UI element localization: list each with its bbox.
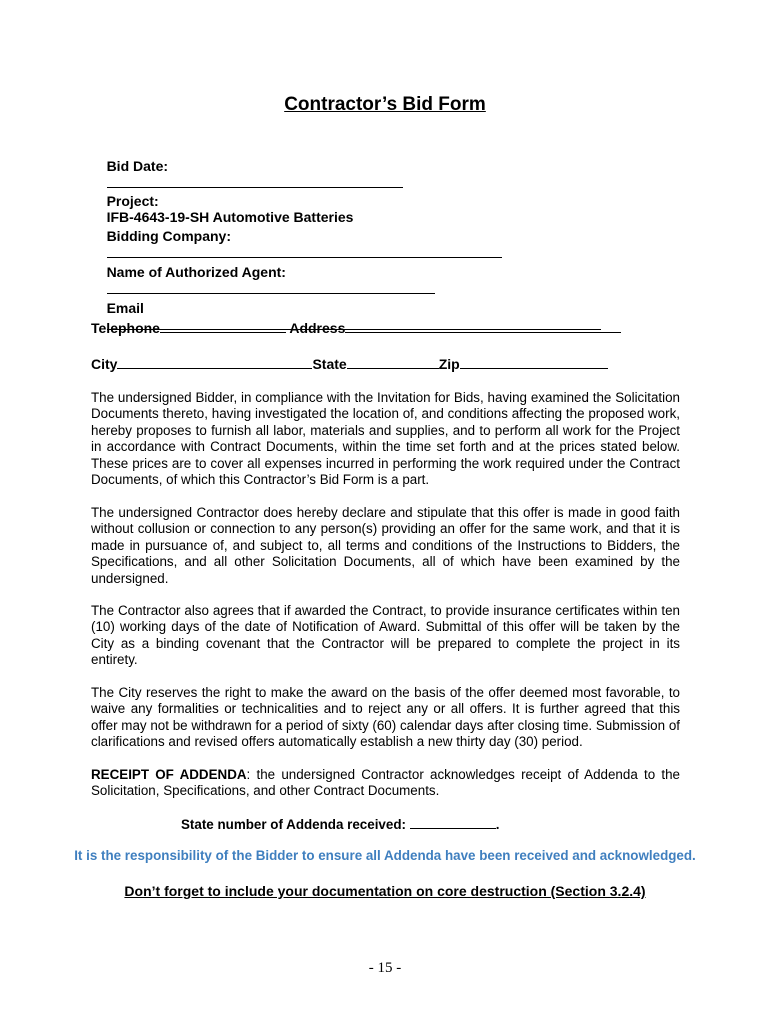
telephone-label: Telephone: [91, 320, 160, 336]
project-value: IFB-4643-19-SH Automotive Batteries: [106, 209, 354, 225]
addenda-count-label: State number of Addenda received:: [181, 817, 406, 832]
email-field: [91, 284, 601, 349]
paragraph-receipt-of-addenda: [91, 767, 680, 800]
city-label: City: [91, 356, 118, 372]
state-blank[interactable]: [347, 355, 439, 369]
core-destruction-note: Don’t forget to include your documentation on core destruction (Section 3.2.4): [124, 883, 646, 899]
project-label: Project:: [106, 193, 159, 209]
responsibility-note: It is the responsibility of the Bidder to ensure all Addenda have been received and acknowledged.: [74, 848, 696, 863]
telephone-blank[interactable]: [160, 319, 286, 333]
address-label: Address: [289, 320, 346, 336]
zip-label: Zip: [438, 356, 460, 372]
email-label: Email: [106, 300, 144, 316]
addenda-text: : the undersigned Contractor acknowledges receipt of Addenda to the Solicitation, Specifications, and other Contract Documents.: [91, 767, 681, 799]
paragraph-insurance: The Contractor also agrees that if awarded the Contract, to provide insurance certificates within ten (10) working days of the date of Notification of Award. Submittal of this offer will be taken by the City as a binding covenant that the Contractor will be prepared to complete the project in its entirety.: [91, 603, 680, 668]
page-title: Contractor’s Bid Form: [284, 94, 486, 115]
addenda-heading: RECEIPT OF ADDENDA: [91, 767, 247, 782]
address-blank[interactable]: [345, 319, 621, 333]
telephone-address-field: [91, 319, 621, 336]
paragraph-bidder-proposal: The undersigned Bidder, in compliance with the Invitation for Bids, having examined the Solicitation Documents thereto, having investigated the location of, and conditions affecting the proposed work, hereby proposes to furnish all labor, materials and supplies, and to perform all work for the Project in accordance with Contract Documents, within the time set forth and at the prices stated below. These prices are to cover all expenses incurred in performing the work required under the Contract Documents, of which this Contractor’s Bid Form is a part.: [91, 390, 680, 488]
city-blank[interactable]: [117, 355, 312, 369]
bidding-company-label: Bidding Company:: [106, 228, 231, 244]
paragraph-city-rights: The City reserves the right to make the award on the basis of the offer deemed most favorable, to waive any formalities or technicalities and to reject any or all offers. It is further agreed that this offer may not be withdrawn for a period of sixty (60) calendar days after closing time. Submission of clarifications and revised offers automatically establish a new thirty day (30) period.: [91, 685, 680, 750]
paragraph-no-collusion: The undersigned Contractor does hereby declare and stipulate that this offer is made in good faith without collusion or connection to any person(s) providing an offer for the same work, and that it is made in pursuance of, and subject to, all terms and conditions of the Instructions to Bidders, the Specifications, and all other Solicitation Documents, all of which have been examined by the undersigned.: [91, 505, 680, 586]
city-state-zip-field: [91, 355, 608, 372]
state-label: State: [312, 356, 347, 372]
bid-date-label: Bid Date:: [106, 158, 169, 174]
addenda-count-blank[interactable]: [410, 816, 496, 829]
authorized-agent-label: Name of Authorized Agent:: [106, 264, 286, 280]
page-number: - 15 -: [368, 960, 402, 976]
zip-blank[interactable]: [460, 355, 608, 369]
addenda-count-suffix: .: [495, 817, 500, 832]
addenda-count-field: [181, 816, 499, 832]
